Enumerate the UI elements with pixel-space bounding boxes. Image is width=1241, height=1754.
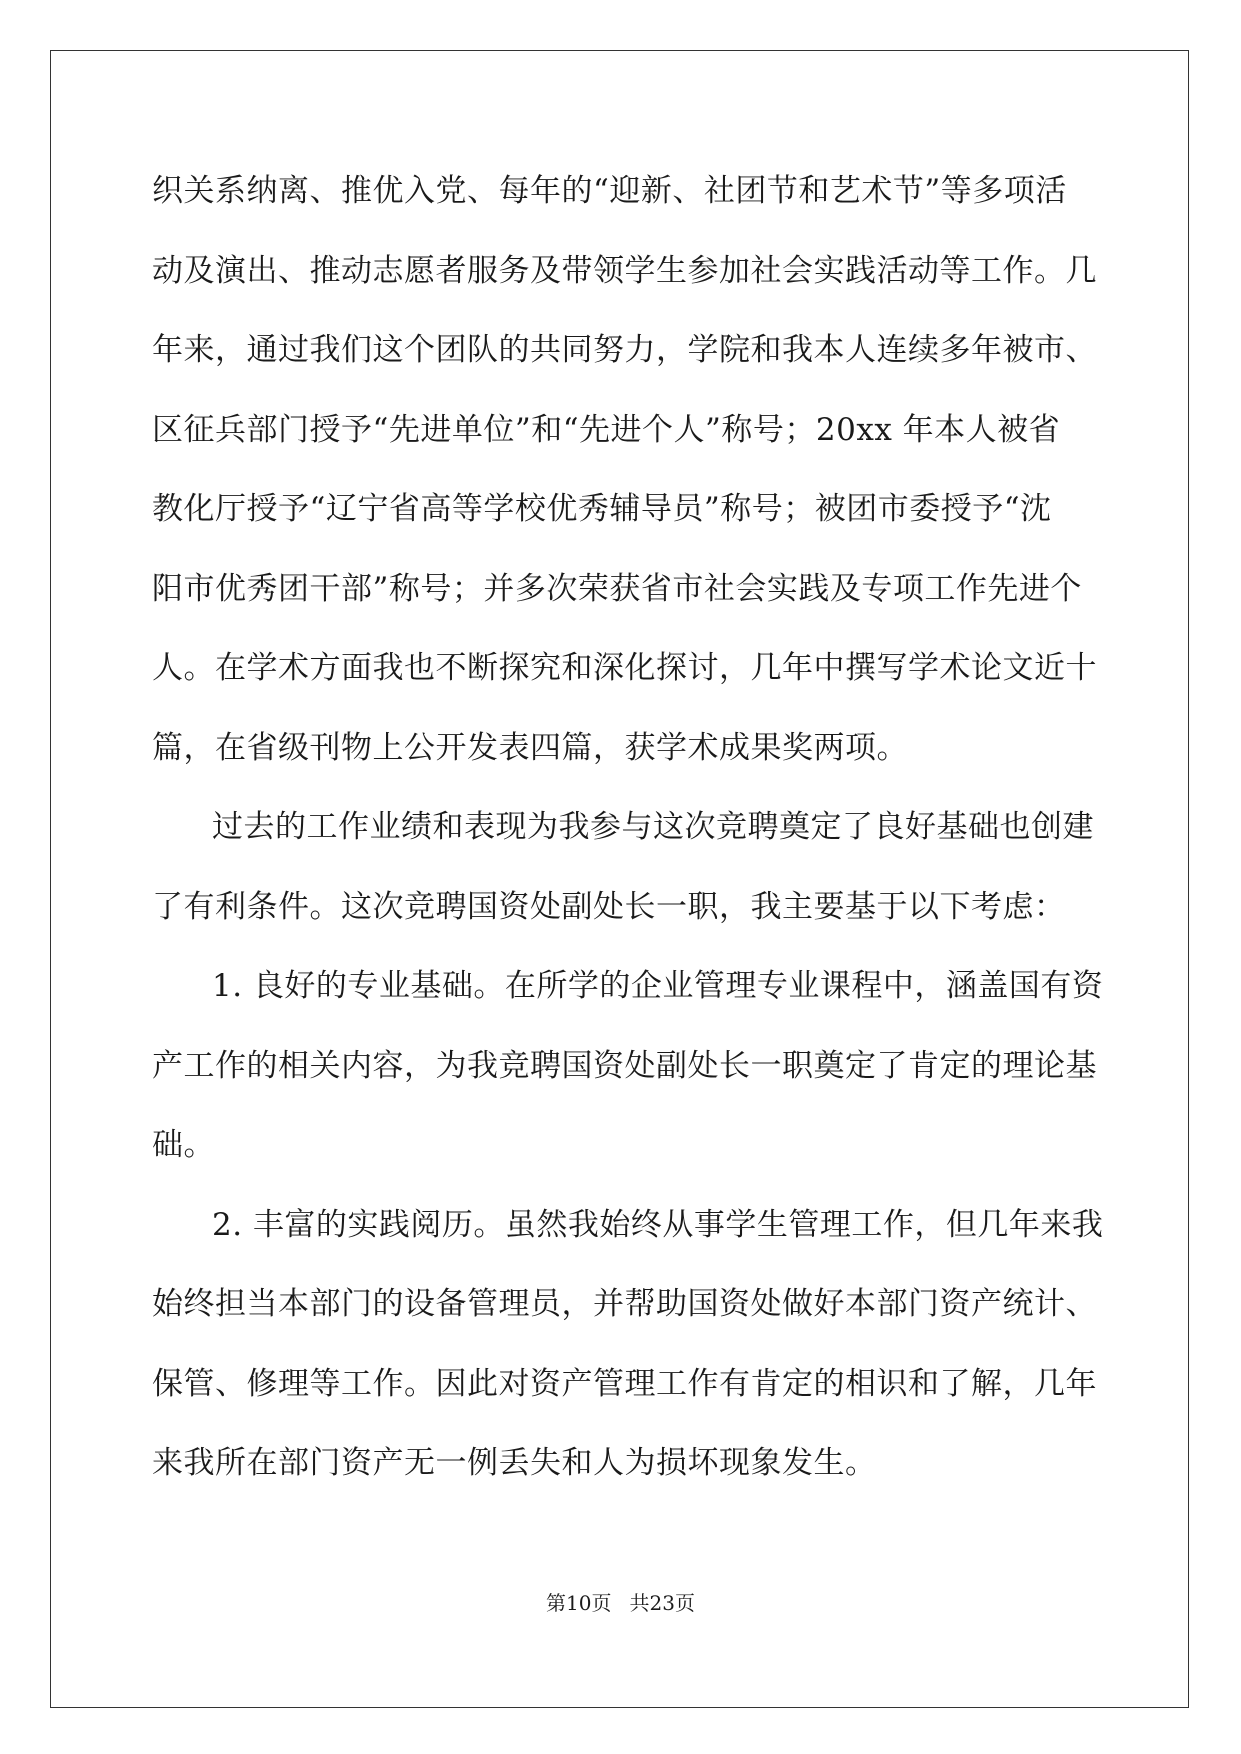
text-line: 动及演出、推动志愿者服务及带领学生参加社会实践活动等工作。几	[152, 253, 1097, 289]
text-line: 保管、修理等工作。因此对资产管理工作有肯定的相识和了解，几年	[152, 1366, 1097, 1402]
text-line: 产工作的相关内容，为我竞聘国资处副处长一职奠定了肯定的理论基	[152, 1048, 1097, 1084]
text-line: 来我所在部门资产无一例丢失和人为损坏现象发生。	[152, 1445, 877, 1481]
page-total: 共23页	[629, 1591, 695, 1615]
page-number: 第10页	[546, 1591, 612, 1615]
page-footer	[0, 1590, 1241, 1616]
text-line: 篇，在省级刊物上公开发表四篇，获学术成果奖两项。	[152, 730, 908, 766]
numbered-item-line: 2. 丰富的实践阅历。虽然我始终从事学生管理工作，但几年来我	[212, 1207, 1104, 1243]
text-line: 了有利条件。这次竞聘国资处副处长一职，我主要基于以下考虑：	[152, 889, 1066, 925]
text-line: 人。在学术方面我也不断探究和深化探讨，几年中撰写学术论文近十	[152, 650, 1097, 686]
text-line: 区征兵部门授予“先进单位”和“先进个人”称号；20xx 年本人被省	[152, 412, 1061, 448]
text-line: 阳市优秀团干部”称号；并多次荣获省市社会实践及专项工作先进个	[152, 571, 1082, 607]
text-line: 年来，通过我们这个团队的共同努力，学院和我本人连续多年被市、	[152, 332, 1097, 368]
text-line: 础。	[152, 1127, 215, 1163]
paragraph-start-line: 过去的工作业绩和表现为我参与这次竞聘奠定了良好基础也创建	[212, 809, 1094, 845]
text-line: 教化厅授予“辽宁省高等学校优秀辅导员”称号；被团市委授予“沈	[152, 491, 1052, 527]
text-line: 织关系纳离、推优入党、每年的“迎新、社团节和艺术节”等多项活	[152, 173, 1067, 209]
text-line: 始终担当本部门的设备管理员，并帮助国资处做好本部门资产统计、	[152, 1286, 1097, 1322]
numbered-item-line: 1. 良好的专业基础。在所学的企业管理专业课程中，涵盖国有资	[212, 968, 1104, 1004]
